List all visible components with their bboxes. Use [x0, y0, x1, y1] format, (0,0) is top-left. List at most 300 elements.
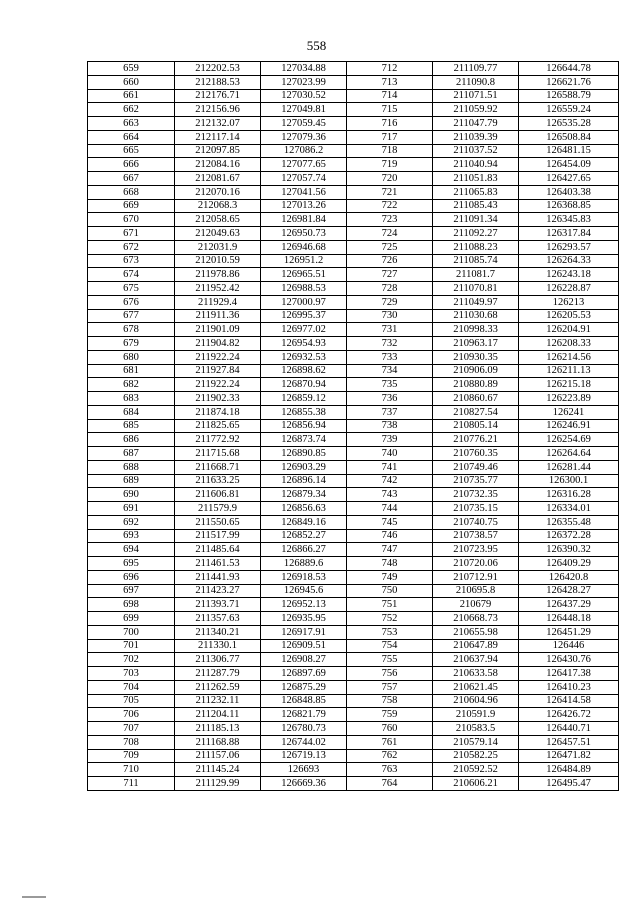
point-number-left-cell: 673 [88, 254, 175, 268]
x-coordinate-left-cell: 212031.9 [175, 240, 261, 254]
y-coordinate-left-cell: 126954.93 [261, 337, 347, 351]
table-row [88, 254, 619, 268]
y-coordinate-right-cell: 126214.56 [519, 350, 619, 364]
y-coordinate-right-cell: 126208.33 [519, 337, 619, 351]
x-coordinate-left-cell: 211461.53 [175, 557, 261, 571]
y-coordinate-right-cell: 126281.44 [519, 460, 619, 474]
table-row [88, 227, 619, 241]
x-coordinate-left-cell: 211185.13 [175, 722, 261, 736]
table-row [88, 337, 619, 351]
y-coordinate-right-cell: 126372.28 [519, 529, 619, 543]
x-coordinate-right-cell: 210679 [433, 598, 519, 612]
table-row [88, 185, 619, 199]
y-coordinate-left-cell: 126889.6 [261, 557, 347, 571]
x-coordinate-left-cell: 211393.71 [175, 598, 261, 612]
point-number-right-cell: 742 [347, 474, 433, 488]
table-row [88, 282, 619, 296]
y-coordinate-left-cell: 126780.73 [261, 722, 347, 736]
table-row [88, 364, 619, 378]
x-coordinate-left-cell: 212058.65 [175, 213, 261, 227]
x-coordinate-right-cell: 211085.74 [433, 254, 519, 268]
x-coordinate-left-cell: 211340.21 [175, 625, 261, 639]
x-coordinate-right-cell: 210738.57 [433, 529, 519, 543]
x-coordinate-right-cell: 210860.67 [433, 392, 519, 406]
table-row [88, 570, 619, 584]
y-coordinate-left-cell: 127059.45 [261, 117, 347, 131]
y-coordinate-left-cell: 126981.84 [261, 213, 347, 227]
x-coordinate-left-cell: 211287.79 [175, 667, 261, 681]
table-row [88, 268, 619, 282]
y-coordinate-right-cell: 126484.89 [519, 763, 619, 777]
y-coordinate-right-cell: 126457.51 [519, 735, 619, 749]
y-coordinate-right-cell: 126495.47 [519, 777, 619, 791]
y-coordinate-right-cell: 126300.1 [519, 474, 619, 488]
point-number-left-cell: 695 [88, 557, 175, 571]
point-number-left-cell: 709 [88, 749, 175, 763]
y-coordinate-right-cell: 126317.84 [519, 227, 619, 241]
point-number-left-cell: 666 [88, 158, 175, 172]
point-number-right-cell: 739 [347, 433, 433, 447]
point-number-left-cell: 704 [88, 680, 175, 694]
x-coordinate-right-cell: 211085.43 [433, 199, 519, 213]
y-coordinate-right-cell: 126437.29 [519, 598, 619, 612]
y-coordinate-right-cell: 126427.65 [519, 172, 619, 186]
point-number-right-cell: 728 [347, 282, 433, 296]
x-coordinate-right-cell: 210695.8 [433, 584, 519, 598]
y-coordinate-left-cell: 126952.13 [261, 598, 347, 612]
point-number-right-cell: 750 [347, 584, 433, 598]
point-number-right-cell: 729 [347, 295, 433, 309]
x-coordinate-right-cell: 210621.45 [433, 680, 519, 694]
y-coordinate-right-cell: 126428.27 [519, 584, 619, 598]
y-coordinate-right-cell: 126430.76 [519, 653, 619, 667]
y-coordinate-right-cell: 126559.24 [519, 103, 619, 117]
point-number-right-cell: 725 [347, 240, 433, 254]
point-number-right-cell: 751 [347, 598, 433, 612]
point-number-left-cell: 664 [88, 130, 175, 144]
x-coordinate-right-cell: 211039.39 [433, 130, 519, 144]
y-coordinate-right-cell: 126410.23 [519, 680, 619, 694]
y-coordinate-right-cell: 126454.09 [519, 158, 619, 172]
point-number-right-cell: 755 [347, 653, 433, 667]
y-coordinate-left-cell: 126849.16 [261, 515, 347, 529]
point-number-right-cell: 747 [347, 543, 433, 557]
point-number-left-cell: 684 [88, 405, 175, 419]
x-coordinate-right-cell: 210668.73 [433, 612, 519, 626]
point-number-left-cell: 705 [88, 694, 175, 708]
point-number-left-cell: 683 [88, 392, 175, 406]
x-coordinate-left-cell: 211952.42 [175, 282, 261, 296]
x-coordinate-right-cell: 211059.92 [433, 103, 519, 117]
point-number-left-cell: 676 [88, 295, 175, 309]
y-coordinate-left-cell: 126977.02 [261, 323, 347, 337]
y-coordinate-right-cell: 126246.91 [519, 419, 619, 433]
x-coordinate-right-cell: 210760.35 [433, 447, 519, 461]
y-coordinate-right-cell: 126293.57 [519, 240, 619, 254]
point-number-left-cell: 696 [88, 570, 175, 584]
point-number-right-cell: 735 [347, 378, 433, 392]
point-number-right-cell: 758 [347, 694, 433, 708]
x-coordinate-left-cell: 211874.18 [175, 405, 261, 419]
point-number-right-cell: 736 [347, 392, 433, 406]
point-number-right-cell: 720 [347, 172, 433, 186]
x-coordinate-right-cell: 211065.83 [433, 185, 519, 199]
point-number-left-cell: 680 [88, 350, 175, 364]
x-coordinate-left-cell: 211145.24 [175, 763, 261, 777]
x-coordinate-left-cell: 212070.16 [175, 185, 261, 199]
scan-mark [22, 896, 46, 898]
point-number-left-cell: 675 [88, 282, 175, 296]
y-coordinate-left-cell: 126909.51 [261, 639, 347, 653]
table-row [88, 722, 619, 736]
x-coordinate-left-cell: 211129.99 [175, 777, 261, 791]
point-number-left-cell: 667 [88, 172, 175, 186]
y-coordinate-left-cell: 126744.02 [261, 735, 347, 749]
y-coordinate-right-cell: 126228.87 [519, 282, 619, 296]
point-number-left-cell: 710 [88, 763, 175, 777]
y-coordinate-left-cell: 126908.27 [261, 653, 347, 667]
point-number-right-cell: 719 [347, 158, 433, 172]
point-number-left-cell: 670 [88, 213, 175, 227]
x-coordinate-right-cell: 211071.51 [433, 89, 519, 103]
y-coordinate-right-cell: 126264.33 [519, 254, 619, 268]
y-coordinate-left-cell: 126950.73 [261, 227, 347, 241]
table-row [88, 735, 619, 749]
table-row [88, 460, 619, 474]
table-row [88, 653, 619, 667]
x-coordinate-left-cell: 211357.63 [175, 612, 261, 626]
y-coordinate-left-cell: 127013.26 [261, 199, 347, 213]
y-coordinate-left-cell: 126898.62 [261, 364, 347, 378]
table-row [88, 350, 619, 364]
x-coordinate-left-cell: 212156.96 [175, 103, 261, 117]
y-coordinate-right-cell: 126223.89 [519, 392, 619, 406]
y-coordinate-left-cell: 126951.2 [261, 254, 347, 268]
point-number-right-cell: 714 [347, 89, 433, 103]
x-coordinate-left-cell: 211330.1 [175, 639, 261, 653]
y-coordinate-right-cell: 126417.38 [519, 667, 619, 681]
x-coordinate-left-cell: 211901.09 [175, 323, 261, 337]
y-coordinate-left-cell: 127034.88 [261, 62, 347, 76]
x-coordinate-left-cell: 212188.53 [175, 75, 261, 89]
y-coordinate-left-cell: 126932.53 [261, 350, 347, 364]
point-number-left-cell: 689 [88, 474, 175, 488]
point-number-right-cell: 726 [347, 254, 433, 268]
y-coordinate-left-cell: 126852.27 [261, 529, 347, 543]
y-coordinate-right-cell: 126448.18 [519, 612, 619, 626]
x-coordinate-right-cell: 211081.7 [433, 268, 519, 282]
x-coordinate-left-cell: 212084.16 [175, 158, 261, 172]
x-coordinate-right-cell: 210805.14 [433, 419, 519, 433]
point-number-right-cell: 744 [347, 502, 433, 516]
point-number-right-cell: 732 [347, 337, 433, 351]
point-number-right-cell: 749 [347, 570, 433, 584]
x-coordinate-left-cell: 211204.11 [175, 708, 261, 722]
point-number-right-cell: 731 [347, 323, 433, 337]
y-coordinate-left-cell: 126965.51 [261, 268, 347, 282]
x-coordinate-left-cell: 211911.36 [175, 309, 261, 323]
x-coordinate-left-cell: 211978.86 [175, 268, 261, 282]
point-number-right-cell: 717 [347, 130, 433, 144]
table-row [88, 557, 619, 571]
x-coordinate-right-cell: 211049.97 [433, 295, 519, 309]
y-coordinate-left-cell: 126859.12 [261, 392, 347, 406]
point-number-right-cell: 763 [347, 763, 433, 777]
y-coordinate-right-cell: 126535.28 [519, 117, 619, 131]
x-coordinate-right-cell: 211088.23 [433, 240, 519, 254]
x-coordinate-right-cell: 210720.06 [433, 557, 519, 571]
point-number-right-cell: 745 [347, 515, 433, 529]
x-coordinate-right-cell: 210735.77 [433, 474, 519, 488]
y-coordinate-right-cell: 126446 [519, 639, 619, 653]
point-number-left-cell: 677 [88, 309, 175, 323]
y-coordinate-left-cell: 126935.95 [261, 612, 347, 626]
x-coordinate-right-cell: 210647.89 [433, 639, 519, 653]
table-row [88, 680, 619, 694]
point-number-right-cell: 743 [347, 488, 433, 502]
table-row [88, 763, 619, 777]
x-coordinate-left-cell: 211517.99 [175, 529, 261, 543]
y-coordinate-left-cell: 126848.85 [261, 694, 347, 708]
x-coordinate-left-cell: 211825.65 [175, 419, 261, 433]
y-coordinate-left-cell: 126879.34 [261, 488, 347, 502]
table-row [88, 667, 619, 681]
page-number: 558 [306, 38, 327, 53]
y-coordinate-left-cell: 126988.53 [261, 282, 347, 296]
x-coordinate-left-cell: 211922.24 [175, 378, 261, 392]
x-coordinate-right-cell: 210655.98 [433, 625, 519, 639]
x-coordinate-right-cell: 210633.58 [433, 667, 519, 681]
point-number-right-cell: 721 [347, 185, 433, 199]
y-coordinate-right-cell: 126426.72 [519, 708, 619, 722]
coordinate-table [87, 61, 619, 791]
y-coordinate-left-cell: 126917.91 [261, 625, 347, 639]
table-row [88, 474, 619, 488]
x-coordinate-left-cell: 211485.64 [175, 543, 261, 557]
point-number-right-cell: 718 [347, 144, 433, 158]
point-number-right-cell: 737 [347, 405, 433, 419]
table-row [88, 612, 619, 626]
point-number-left-cell: 694 [88, 543, 175, 557]
y-coordinate-right-cell: 126414.58 [519, 694, 619, 708]
x-coordinate-right-cell: 210740.75 [433, 515, 519, 529]
x-coordinate-left-cell: 211262.59 [175, 680, 261, 694]
y-coordinate-left-cell: 127000.97 [261, 295, 347, 309]
y-coordinate-right-cell: 126264.64 [519, 447, 619, 461]
point-number-left-cell: 707 [88, 722, 175, 736]
x-coordinate-right-cell: 210582.25 [433, 749, 519, 763]
y-coordinate-right-cell: 126644.78 [519, 62, 619, 76]
point-number-left-cell: 688 [88, 460, 175, 474]
point-number-right-cell: 727 [347, 268, 433, 282]
y-coordinate-right-cell: 126205.53 [519, 309, 619, 323]
point-number-right-cell: 713 [347, 75, 433, 89]
x-coordinate-right-cell: 210723.95 [433, 543, 519, 557]
x-coordinate-left-cell: 211423.27 [175, 584, 261, 598]
y-coordinate-left-cell: 126855.38 [261, 405, 347, 419]
y-coordinate-left-cell: 126897.69 [261, 667, 347, 681]
y-coordinate-left-cell: 126946.68 [261, 240, 347, 254]
y-coordinate-right-cell: 126508.84 [519, 130, 619, 144]
y-coordinate-left-cell: 126896.14 [261, 474, 347, 488]
point-number-left-cell: 660 [88, 75, 175, 89]
x-coordinate-left-cell: 211550.65 [175, 515, 261, 529]
point-number-right-cell: 712 [347, 62, 433, 76]
table-row [88, 378, 619, 392]
x-coordinate-left-cell: 211668.71 [175, 460, 261, 474]
x-coordinate-right-cell: 210604.96 [433, 694, 519, 708]
table-row [88, 598, 619, 612]
point-number-left-cell: 687 [88, 447, 175, 461]
table-row [88, 433, 619, 447]
point-number-left-cell: 686 [88, 433, 175, 447]
table-row [88, 529, 619, 543]
x-coordinate-right-cell: 210749.46 [433, 460, 519, 474]
table-row [88, 777, 619, 791]
y-coordinate-right-cell: 126403.38 [519, 185, 619, 199]
table-row [88, 584, 619, 598]
x-coordinate-right-cell: 211030.68 [433, 309, 519, 323]
y-coordinate-left-cell: 127079.36 [261, 130, 347, 144]
x-coordinate-left-cell: 211904.82 [175, 337, 261, 351]
point-number-right-cell: 740 [347, 447, 433, 461]
point-number-left-cell: 701 [88, 639, 175, 653]
x-coordinate-left-cell: 212097.85 [175, 144, 261, 158]
y-coordinate-right-cell: 126215.18 [519, 378, 619, 392]
x-coordinate-left-cell: 212132.07 [175, 117, 261, 131]
y-coordinate-right-cell: 126471.82 [519, 749, 619, 763]
y-coordinate-right-cell: 126588.79 [519, 89, 619, 103]
point-number-right-cell: 753 [347, 625, 433, 639]
table-row [88, 392, 619, 406]
point-number-left-cell: 706 [88, 708, 175, 722]
point-number-right-cell: 757 [347, 680, 433, 694]
y-coordinate-left-cell: 126821.79 [261, 708, 347, 722]
x-coordinate-left-cell: 211922.24 [175, 350, 261, 364]
y-coordinate-left-cell: 126719.13 [261, 749, 347, 763]
y-coordinate-left-cell: 127057.74 [261, 172, 347, 186]
point-number-right-cell: 746 [347, 529, 433, 543]
x-coordinate-left-cell: 212202.53 [175, 62, 261, 76]
table-row [88, 405, 619, 419]
x-coordinate-right-cell: 211092.27 [433, 227, 519, 241]
point-number-right-cell: 756 [347, 667, 433, 681]
x-coordinate-right-cell: 211051.83 [433, 172, 519, 186]
y-coordinate-right-cell: 126355.48 [519, 515, 619, 529]
point-number-right-cell: 741 [347, 460, 433, 474]
y-coordinate-right-cell: 126241 [519, 405, 619, 419]
x-coordinate-right-cell: 211109.77 [433, 62, 519, 76]
y-coordinate-right-cell: 126451.29 [519, 625, 619, 639]
x-coordinate-right-cell: 210579.14 [433, 735, 519, 749]
y-coordinate-left-cell: 126875.29 [261, 680, 347, 694]
y-coordinate-right-cell: 126316.28 [519, 488, 619, 502]
point-number-right-cell: 715 [347, 103, 433, 117]
table-row [88, 323, 619, 337]
point-number-left-cell: 672 [88, 240, 175, 254]
y-coordinate-right-cell: 126211.13 [519, 364, 619, 378]
point-number-left-cell: 691 [88, 502, 175, 516]
y-coordinate-left-cell: 126918.53 [261, 570, 347, 584]
y-coordinate-left-cell: 127086.2 [261, 144, 347, 158]
table-row [88, 240, 619, 254]
x-coordinate-right-cell: 211037.52 [433, 144, 519, 158]
y-coordinate-left-cell: 126866.27 [261, 543, 347, 557]
x-coordinate-right-cell: 210930.35 [433, 350, 519, 364]
x-coordinate-left-cell: 211715.68 [175, 447, 261, 461]
point-number-left-cell: 698 [88, 598, 175, 612]
y-coordinate-right-cell: 126440.71 [519, 722, 619, 736]
x-coordinate-right-cell: 210906.09 [433, 364, 519, 378]
x-coordinate-right-cell: 211040.94 [433, 158, 519, 172]
table-row [88, 144, 619, 158]
x-coordinate-left-cell: 212117.14 [175, 130, 261, 144]
x-coordinate-right-cell: 210592.52 [433, 763, 519, 777]
y-coordinate-left-cell: 126870.94 [261, 378, 347, 392]
x-coordinate-right-cell: 211090.8 [433, 75, 519, 89]
x-coordinate-left-cell: 212081.67 [175, 172, 261, 186]
point-number-left-cell: 671 [88, 227, 175, 241]
table-row [88, 639, 619, 653]
y-coordinate-left-cell: 127077.65 [261, 158, 347, 172]
x-coordinate-right-cell: 210880.89 [433, 378, 519, 392]
table-row [88, 130, 619, 144]
x-coordinate-left-cell: 211579.9 [175, 502, 261, 516]
point-number-left-cell: 690 [88, 488, 175, 502]
point-number-left-cell: 674 [88, 268, 175, 282]
table-row [88, 117, 619, 131]
x-coordinate-right-cell: 210732.35 [433, 488, 519, 502]
y-coordinate-right-cell: 126409.29 [519, 557, 619, 571]
x-coordinate-left-cell: 211441.93 [175, 570, 261, 584]
x-coordinate-left-cell: 212176.71 [175, 89, 261, 103]
point-number-right-cell: 716 [347, 117, 433, 131]
x-coordinate-left-cell: 212068.3 [175, 199, 261, 213]
point-number-left-cell: 668 [88, 185, 175, 199]
point-number-right-cell: 722 [347, 199, 433, 213]
x-coordinate-right-cell: 210963.17 [433, 337, 519, 351]
point-number-right-cell: 752 [347, 612, 433, 626]
point-number-right-cell: 724 [347, 227, 433, 241]
table-row [88, 543, 619, 557]
table-row [88, 213, 619, 227]
y-coordinate-right-cell: 126368.85 [519, 199, 619, 213]
x-coordinate-left-cell: 212049.63 [175, 227, 261, 241]
y-coordinate-left-cell: 127041.56 [261, 185, 347, 199]
point-number-left-cell: 679 [88, 337, 175, 351]
x-coordinate-left-cell: 211633.25 [175, 474, 261, 488]
point-number-left-cell: 678 [88, 323, 175, 337]
x-coordinate-right-cell: 210998.33 [433, 323, 519, 337]
y-coordinate-left-cell: 127049.81 [261, 103, 347, 117]
point-number-left-cell: 663 [88, 117, 175, 131]
table-row [88, 694, 619, 708]
table-row [88, 62, 619, 76]
y-coordinate-left-cell: 127030.52 [261, 89, 347, 103]
table-row [88, 502, 619, 516]
x-coordinate-right-cell: 210591.9 [433, 708, 519, 722]
y-coordinate-left-cell: 126856.63 [261, 502, 347, 516]
point-number-right-cell: 760 [347, 722, 433, 736]
table-row [88, 103, 619, 117]
y-coordinate-left-cell: 126873.74 [261, 433, 347, 447]
point-number-left-cell: 682 [88, 378, 175, 392]
table-row [88, 89, 619, 103]
y-coordinate-left-cell: 126945.6 [261, 584, 347, 598]
table-row [88, 488, 619, 502]
x-coordinate-right-cell: 210583.5 [433, 722, 519, 736]
point-number-left-cell: 711 [88, 777, 175, 791]
